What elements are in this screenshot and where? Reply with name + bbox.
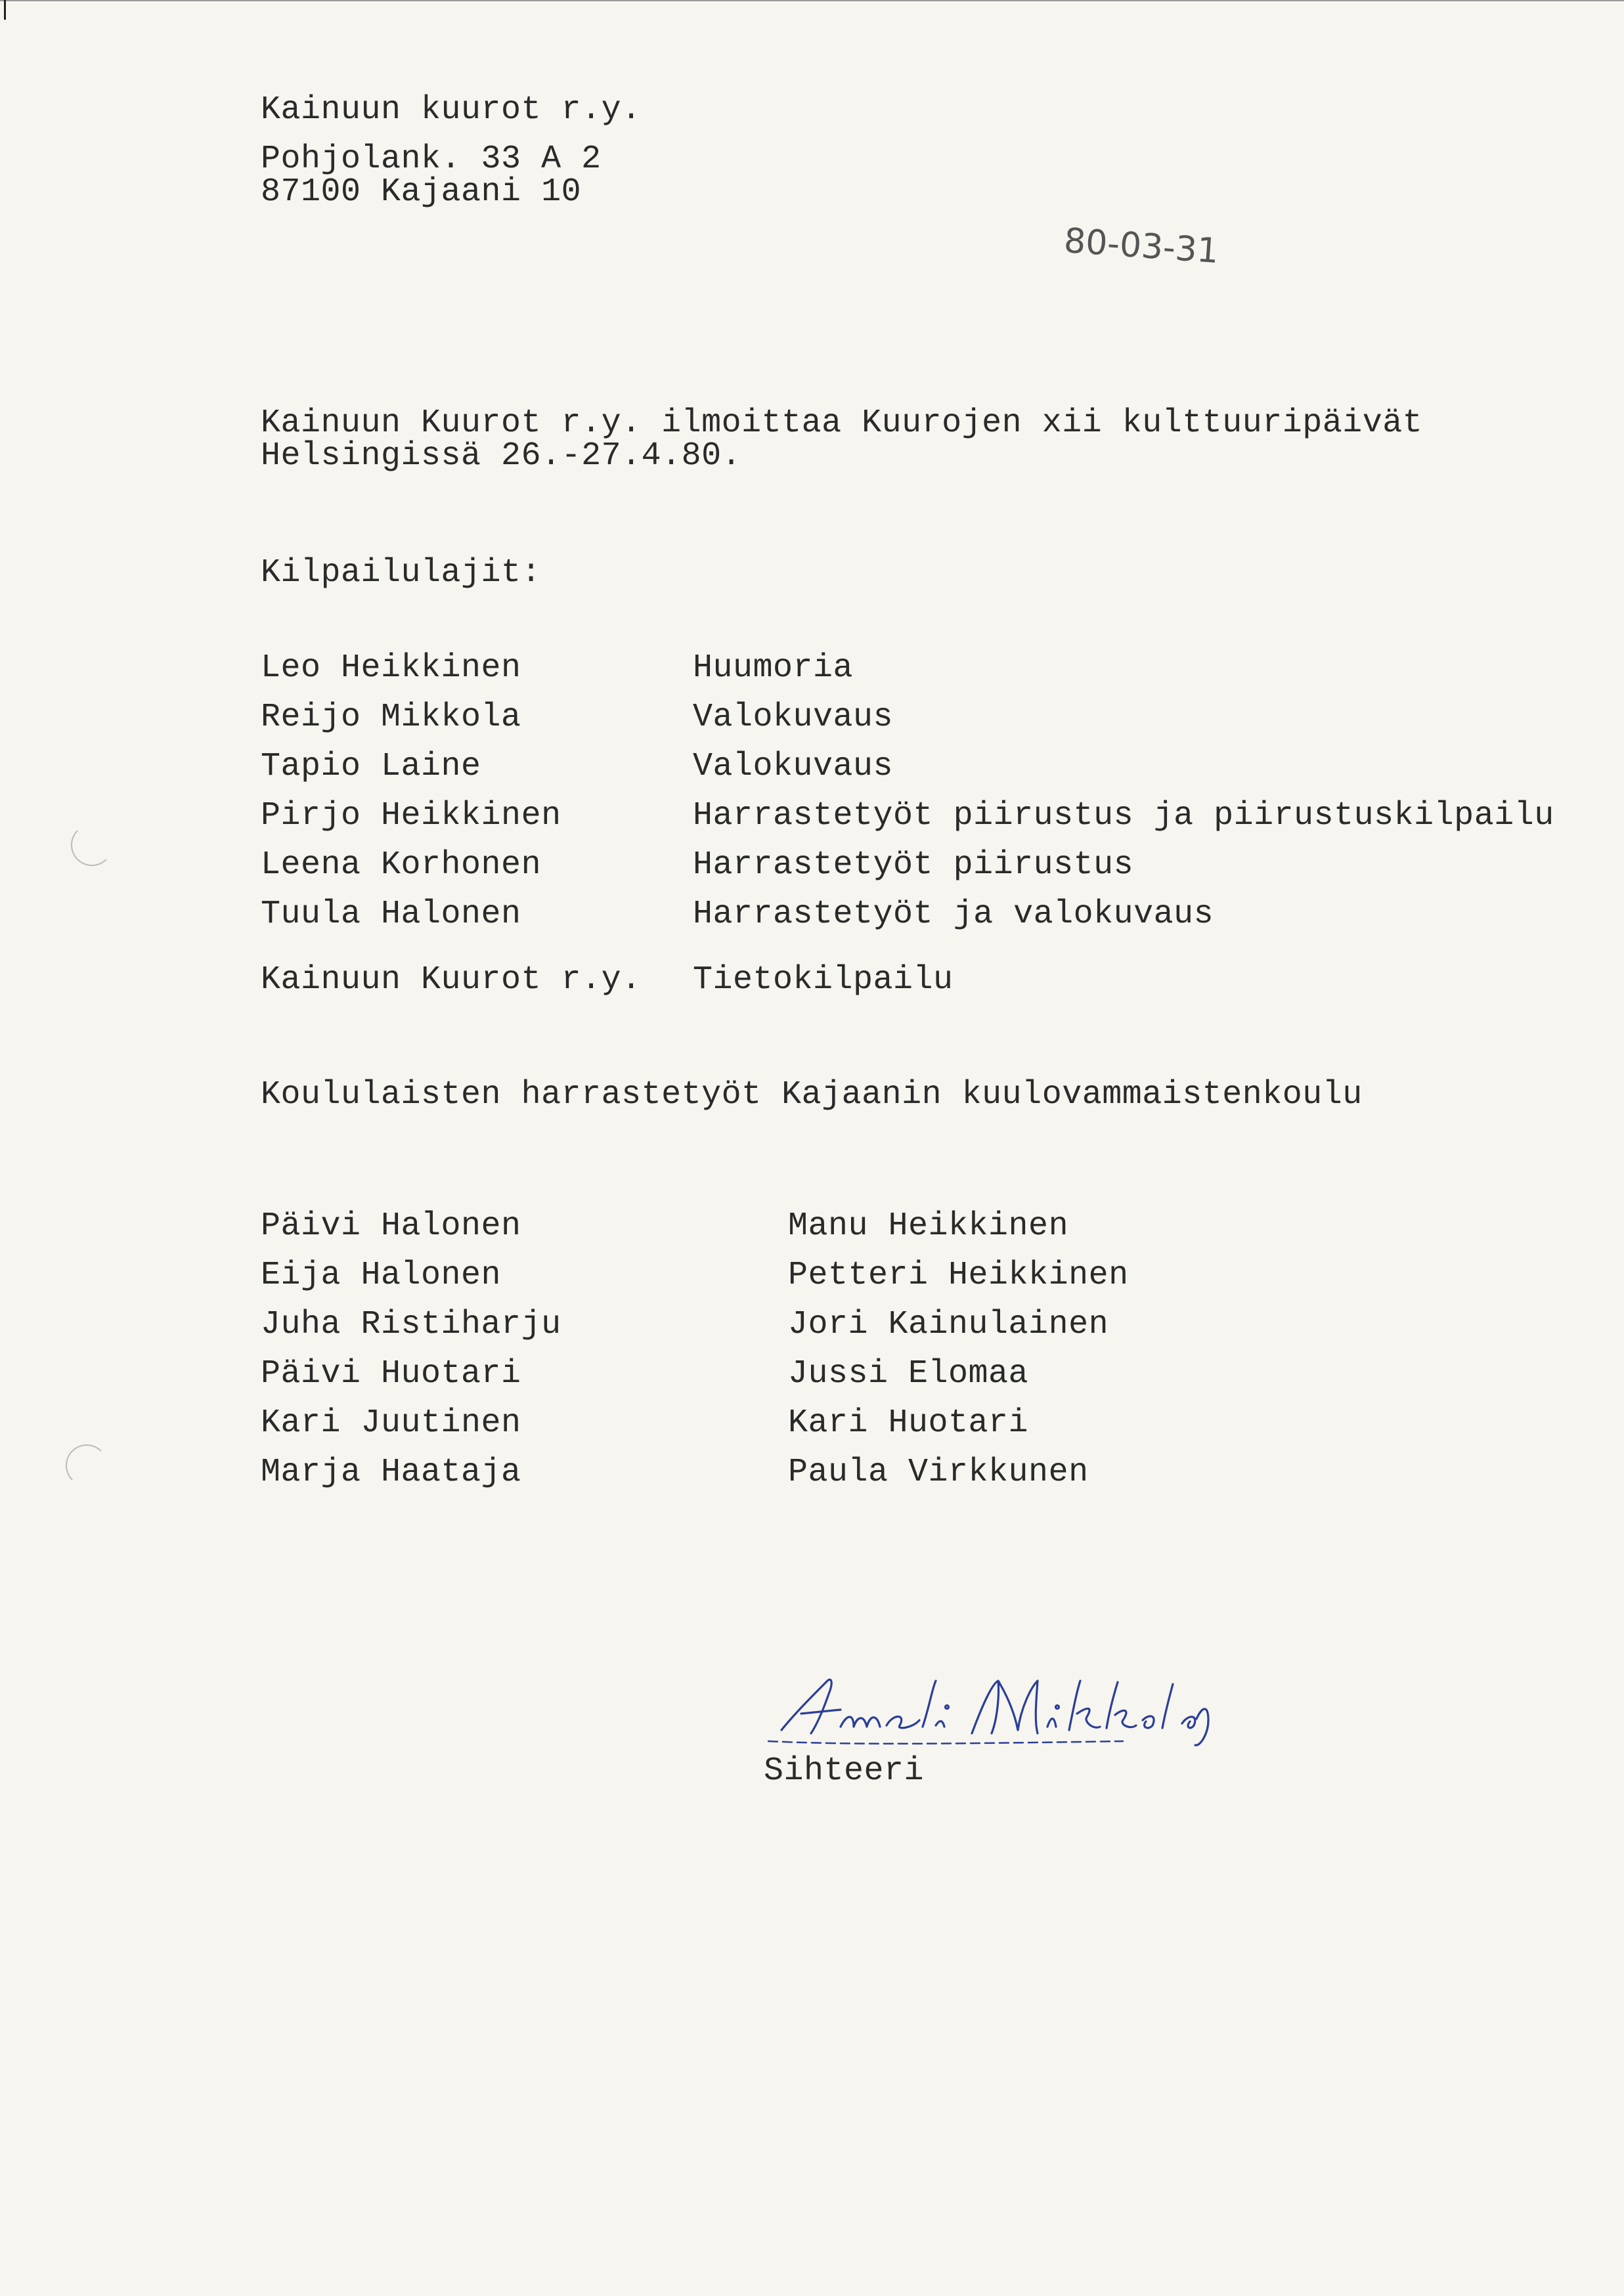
student-name: Juha Ristiharju	[261, 1306, 561, 1343]
sender-city: 87100 Kajaani 10	[261, 173, 582, 211]
school-heading: Koululaisten harrastetyöt Kajaanin kuulovammaistenkoulu	[261, 1076, 1363, 1114]
student-name: Marja Haataja	[261, 1454, 521, 1491]
signature-title: Sihteeri	[764, 1752, 925, 1790]
sender-street: Pohjolank. 33 A 2	[261, 141, 602, 178]
student-name: Päivi Halonen	[261, 1207, 521, 1245]
student-name: Jussi Elomaa	[788, 1355, 1029, 1393]
student-name: Kari Huotari	[788, 1404, 1029, 1442]
student-name: Paula Virkkunen	[788, 1454, 1089, 1491]
page-top-edge	[0, 0, 1624, 1]
competitor-name: Reijo Mikkola	[261, 699, 521, 736]
punch-hole-mark	[66, 1444, 108, 1486]
student-name: Kari Juutinen	[261, 1404, 521, 1442]
competition-event: Harrastetyöt piirustus	[693, 846, 1134, 884]
intro-line-2: Helsingissä 26.-27.4.80.	[261, 437, 742, 475]
competition-event: Harrastetyöt piirustus ja piirustuskilpailu	[693, 797, 1554, 834]
student-name: Päivi Huotari	[261, 1355, 521, 1393]
intro-line-1: Kainuun Kuurot r.y. ilmoittaa Kuurojen xii kulttuuripäivät	[261, 404, 1423, 442]
competitor-name: Tuula Halonen	[261, 896, 521, 933]
student-name: Petteri Heikkinen	[788, 1257, 1129, 1294]
competition-event: Tietokilpailu	[693, 961, 954, 999]
competition-event: Valokuvaus	[693, 699, 894, 736]
competitor-name: Tapio Laine	[261, 748, 481, 785]
handwritten-signature	[755, 1668, 1228, 1753]
competitor-name: Kainuun Kuurot r.y.	[261, 961, 642, 999]
student-name: Manu Heikkinen	[788, 1207, 1069, 1245]
punch-hole-mark	[71, 824, 113, 866]
student-name: Jori Kainulainen	[788, 1306, 1109, 1343]
competitor-name: Leo Heikkinen	[261, 649, 521, 687]
competition-event: Harrastetyöt ja valokuvaus	[693, 896, 1214, 933]
competition-event: Valokuvaus	[693, 748, 894, 785]
student-name: Eija Halonen	[261, 1257, 502, 1294]
competitions-heading: Kilpailulajit:	[261, 554, 542, 592]
date-stamp: 80-03-31	[1063, 221, 1220, 272]
competitor-name: Pirjo Heikkinen	[261, 797, 561, 834]
competition-event: Huumoria	[693, 649, 854, 687]
sender-name: Kainuun kuurot r.y.	[261, 91, 642, 129]
page-edge-mark	[4, 0, 6, 20]
competitor-name: Leena Korhonen	[261, 846, 542, 884]
